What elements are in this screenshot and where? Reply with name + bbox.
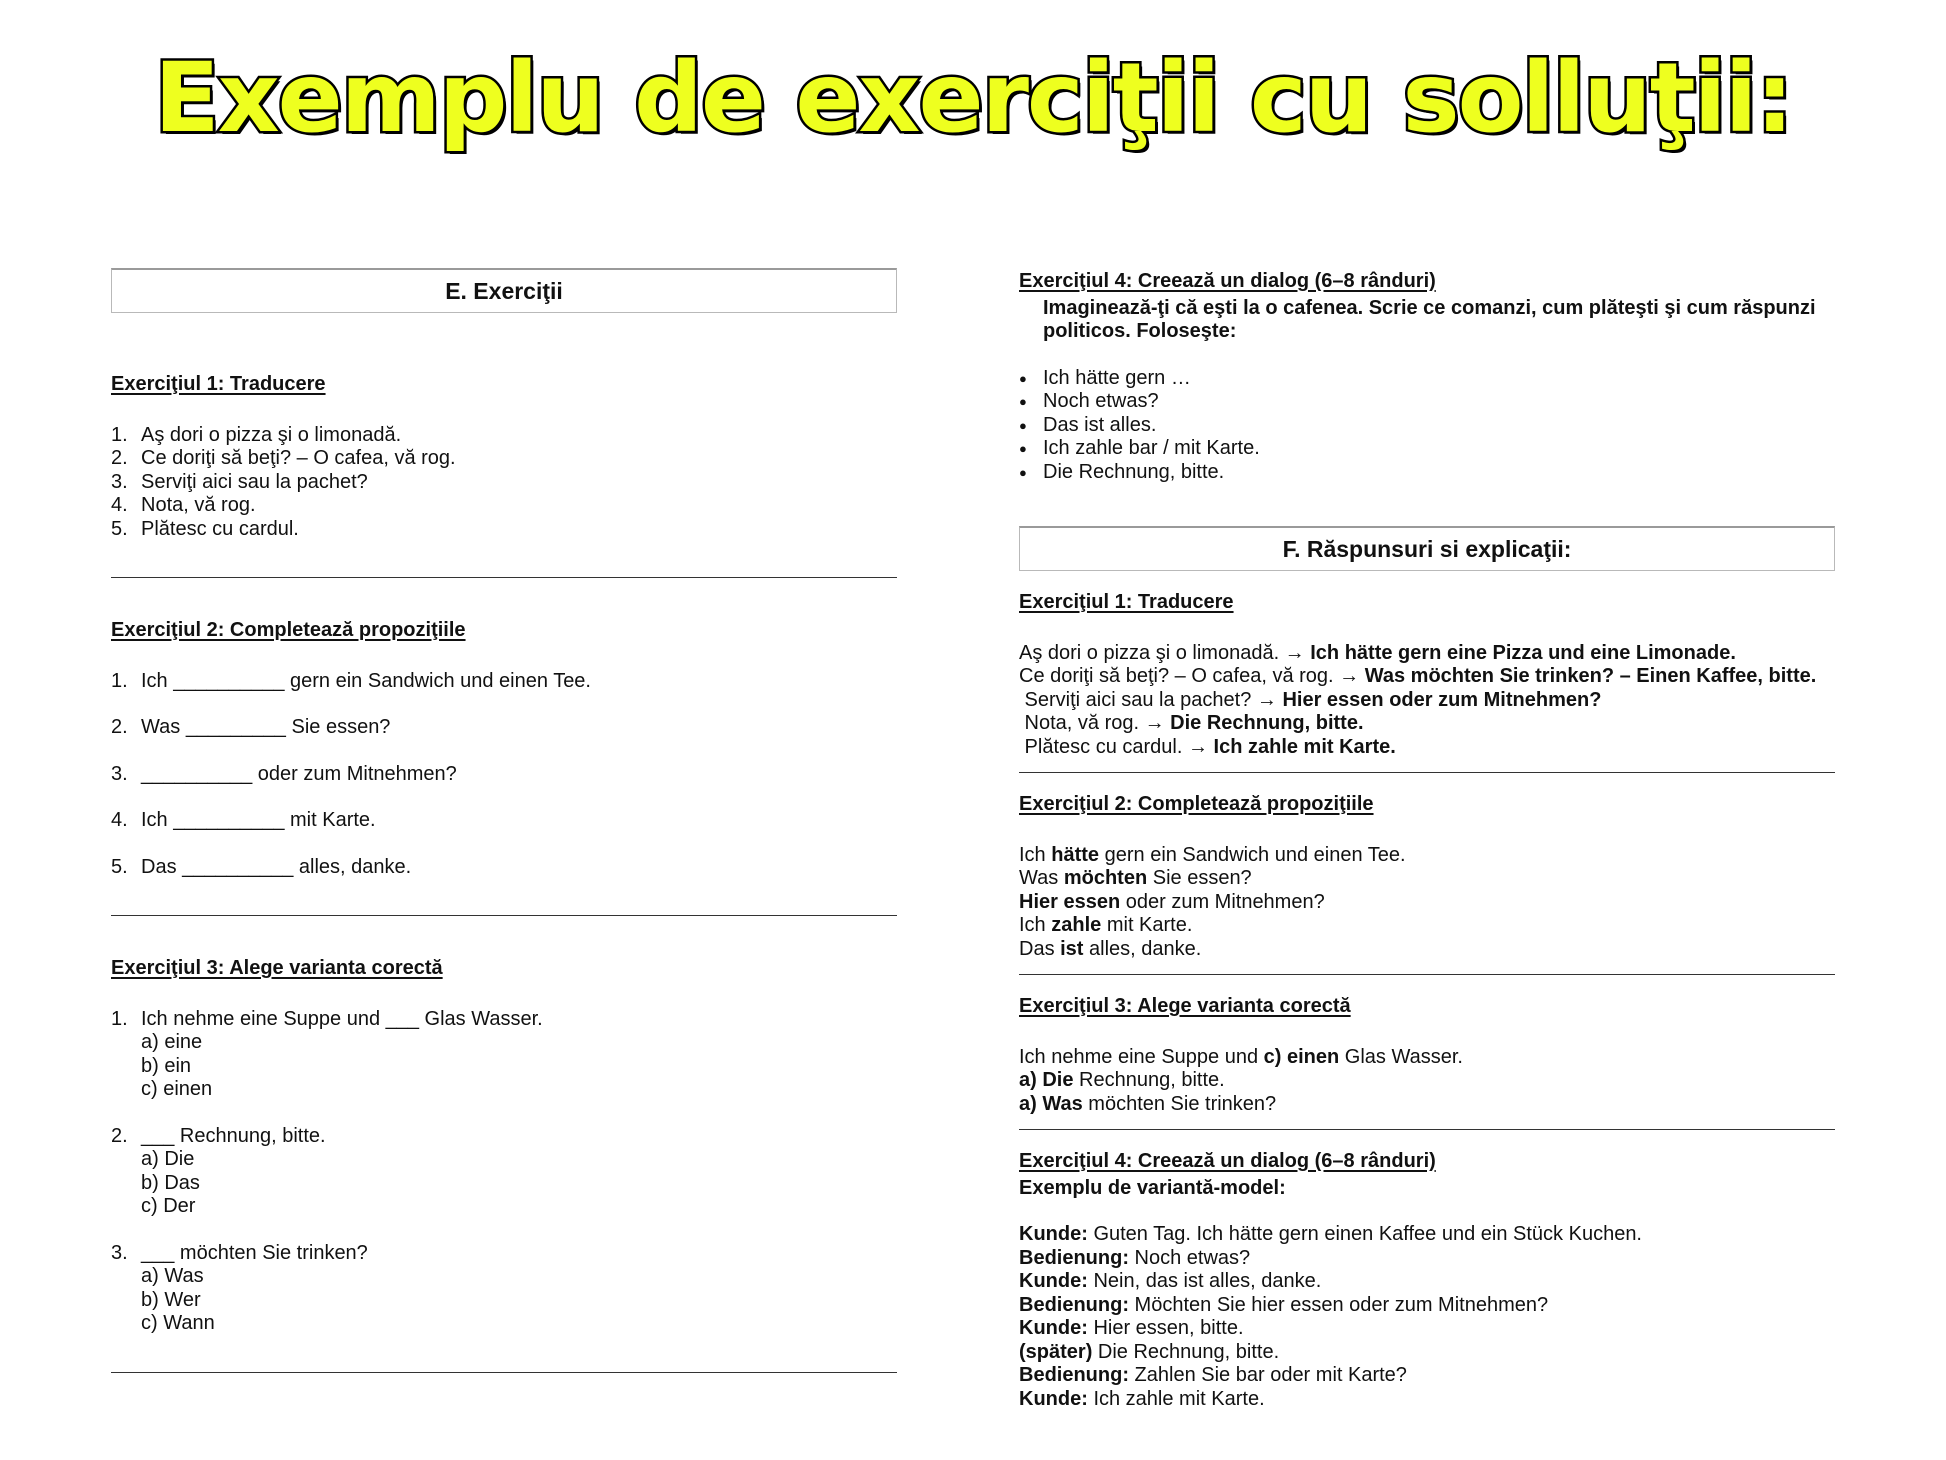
answer2-lines — [1019, 844, 1835, 962]
section-header-answers: F. Răspunsuri si explicaţii: — [1019, 526, 1835, 571]
list-item: 3. ___ möchten Sie trinken? a) Was b) Wer c) Wann — [111, 1242, 897, 1336]
answer-line: Aş dori o pizza şi o limonadă. → Ich hätte gern eine Pizza und eine Limonade. — [1019, 641, 1736, 664]
exercise3-list — [111, 1008, 897, 1336]
divider — [111, 1372, 897, 1373]
list-item: 2. Ce doriţi să beţi? – O cafea, vă rog. — [111, 447, 456, 469]
list-item: 4. Ich __________ mit Karte. — [111, 809, 376, 831]
answer-line: Hier essen oder zum Mitnehmen? — [1019, 890, 1325, 913]
option: c) Wann — [141, 1312, 215, 1334]
banner-title: Exemplu de exerciţii cu solluţii: — [154, 42, 1792, 154]
list-item: 1. Aş dori o pizza şi o limonadă. — [111, 423, 402, 446]
option: a) eine — [141, 1031, 203, 1053]
dialog-line: Kunde: Guten Tag. Ich hätte gern einen Kaffee und ein Stück Kuchen. — [1019, 1223, 1642, 1245]
answer-line: Ce doriţi să beţi? – O cafea, vă rog. → Was möchten Sie trinken? – Einen Kaffee, bitte. — [1019, 665, 1817, 687]
list-item: ● Noch etwas? — [1019, 390, 1835, 414]
option: b) Wer — [141, 1288, 201, 1311]
list-item: 1. Ich __________ gern ein Sandwich und einen Tee. — [111, 669, 591, 692]
answer-line: Plătesc cu cardul. → Ich zahle mit Karte. — [1019, 735, 1396, 758]
answer-line: Was möchten Sie essen? — [1019, 867, 1252, 889]
exercises-column — [111, 268, 897, 1373]
answer-line: a) Was möchten Sie trinken? — [1019, 1092, 1277, 1115]
list-item: ● Die Rechnung, bitte. — [1019, 461, 1835, 485]
dialog-line: Bedienung: Möchten Sie hier essen oder zum Mitnehmen? — [1019, 1293, 1549, 1316]
answer2-title: Exerciţiul 2: Completează propoziţiile — [1019, 793, 1374, 815]
dialog-line: Kunde: Hier essen, bitte. — [1019, 1317, 1244, 1339]
exercise1-title: Exerciţiul 1: Traducere — [111, 373, 326, 395]
answer-line: Ich hätte gern ein Sandwich und einen Tee. — [1019, 843, 1406, 866]
list-item: ● Ich hätte gern … — [1019, 367, 1835, 391]
answer-line: Nota, vă rog. → Die Rechnung, bitte. — [1019, 712, 1364, 734]
list-item: ● Ich zahle bar / mit Karte. — [1019, 437, 1835, 461]
exercise3-title: Exerciţiul 3: Alege varianta corectă — [111, 957, 443, 979]
list-item: 5. Plătesc cu cardul. — [111, 517, 299, 540]
dialog-lines — [1019, 1223, 1835, 1411]
exercise2-title: Exerciţiul 2: Completează propoziţiile — [111, 619, 466, 641]
option: b) ein — [141, 1054, 192, 1077]
option: c) Der — [141, 1195, 196, 1217]
answer-line: Ich nehme eine Suppe und c) einen Glas Wasser. — [1019, 1045, 1463, 1068]
answer1-lines — [1019, 642, 1835, 760]
exercise2-list — [111, 670, 897, 880]
list-item: 2. ___ Rechnung, bitte. a) Die b) Das c) Der — [111, 1125, 897, 1219]
answer-line: Serviţi aici sau la pachet? → Hier essen oder zum Mitnehmen? — [1019, 688, 1602, 711]
list-item: 4. Nota, vă rog. — [111, 494, 256, 516]
option: c) einen — [141, 1078, 213, 1100]
answer1-title: Exerciţiul 1: Traducere — [1019, 591, 1234, 613]
answer-line: a) Die Rechnung, bitte. — [1019, 1069, 1225, 1091]
dialog-line: Kunde: Ich zahle mit Karte. — [1019, 1387, 1265, 1410]
dialog-line: Bedienung: Noch etwas? — [1019, 1246, 1251, 1269]
option: a) Die — [141, 1148, 195, 1170]
list-item: 1. Ich nehme eine Suppe und ___ Glas Wasser. a) eine b) ein c) einen — [111, 1008, 897, 1102]
answer4-title: Exerciţiul 4: Creează un dialog (6–8 rânduri) — [1019, 1150, 1436, 1172]
section-header-exercises: E. Exerciţii — [111, 268, 897, 313]
exercise1-list — [111, 424, 897, 542]
list-item: ● Das ist alles. — [1019, 414, 1835, 438]
exercise4-instruction: Imaginează-ţi că eşti la o cafenea. Scrie ce comanzi, cum plăteşti şi cum răspunzi politicos. Foloseşte: — [1043, 296, 1816, 342]
option: b) Das — [141, 1171, 200, 1194]
exercise4-bullets — [1019, 367, 1835, 485]
list-item: 3. __________ oder zum Mitnehmen? — [111, 762, 457, 785]
answer3-title: Exerciţiul 3: Alege varianta corectă — [1019, 995, 1351, 1017]
answers-column — [1019, 270, 1835, 1411]
dialog-line: Kunde: Nein, das ist alles, danke. — [1019, 1270, 1322, 1292]
list-item: 3. Serviţi aici sau la pachet? — [111, 470, 368, 493]
answer-line: Das ist alles, danke. — [1019, 937, 1202, 960]
option: a) Was — [141, 1265, 204, 1287]
dialog-line: Bedienung: Zahlen Sie bar oder mit Karte? — [1019, 1364, 1407, 1386]
list-item: 2. Was _________ Sie essen? — [111, 716, 391, 738]
answer3-lines — [1019, 1046, 1835, 1117]
dialog-line: (später) Die Rechnung, bitte. — [1019, 1340, 1280, 1363]
answer4-subtitle: Exemplu de variantă-model: — [1019, 1176, 1286, 1199]
answer-line: Ich zahle mit Karte. — [1019, 914, 1193, 936]
list-item: 5. Das __________ alles, danke. — [111, 855, 412, 878]
exercise4-title: Exerciţiul 4: Creează un dialog (6–8 rânduri) — [1019, 270, 1436, 292]
